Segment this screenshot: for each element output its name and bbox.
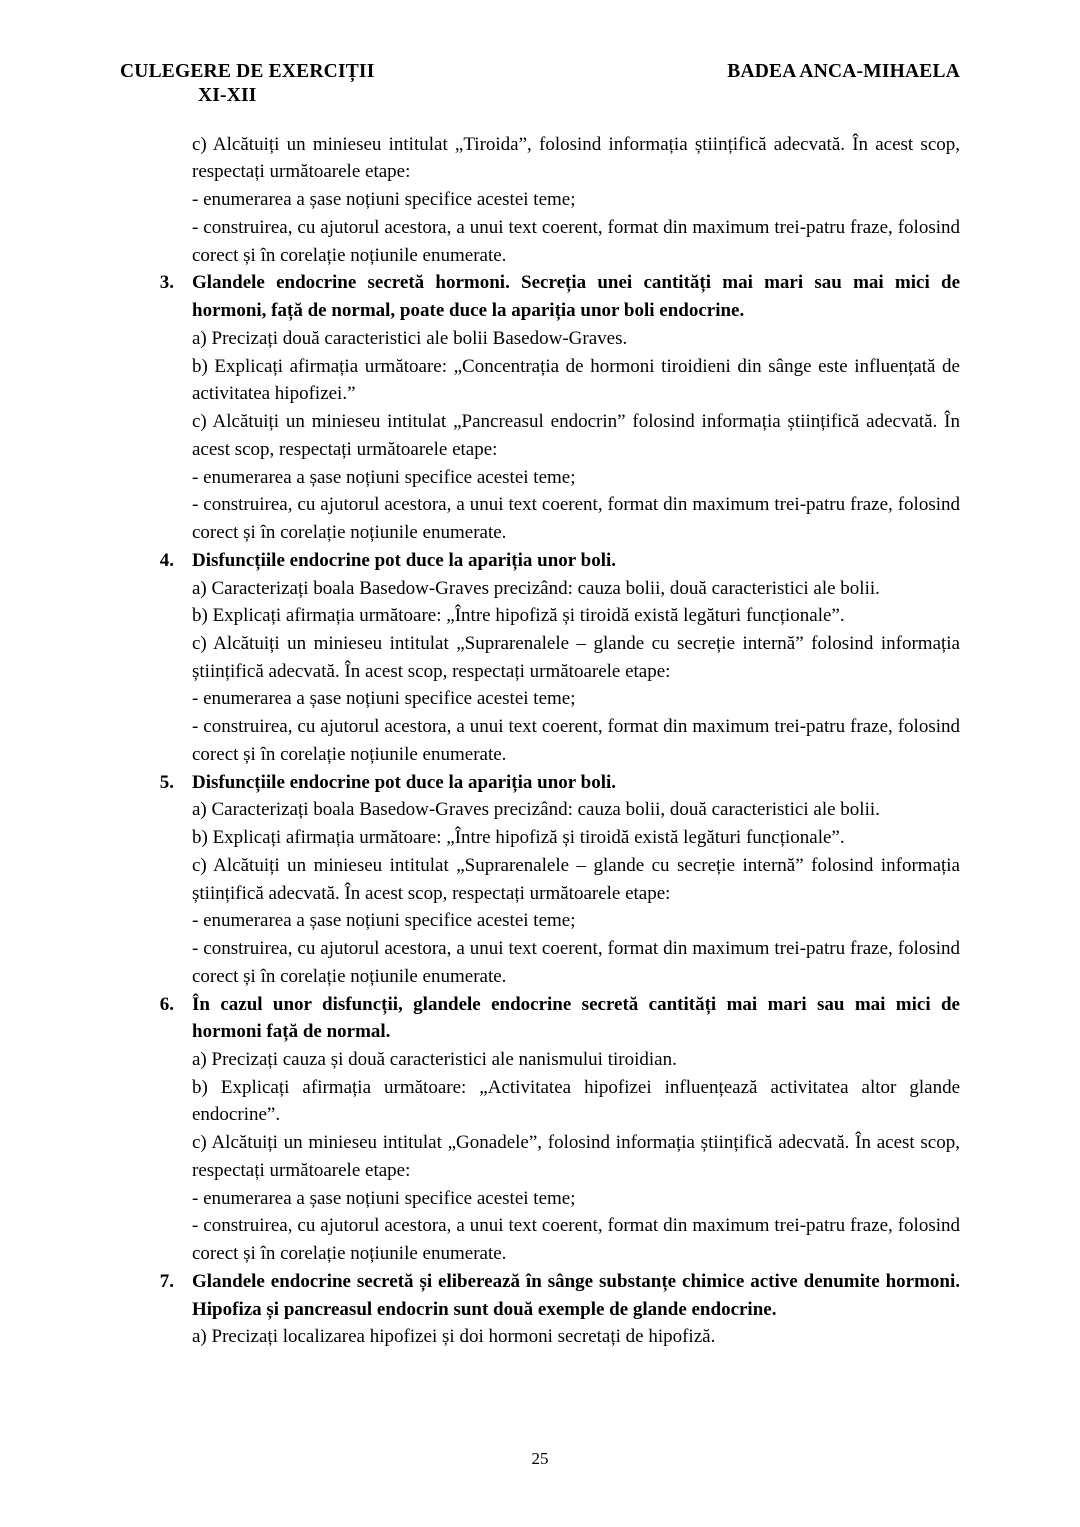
document-body <box>120 131 960 1351</box>
list-item-body <box>192 269 960 546</box>
list-item <box>120 991 960 1268</box>
list-item <box>120 769 960 991</box>
list-item-line: a) Precizați localizarea hipofizei și doi hormoni secretați de hipofiză. <box>192 1326 716 1348</box>
list-item-body <box>192 547 960 769</box>
list-item <box>120 547 960 769</box>
list-item-line: b) Explicați afirmația următoare: „Concentrația de hormoni tiroidieni din sânge este influențată de activitatea hipofizei.” <box>192 355 960 405</box>
list-item-number: 6. <box>159 993 174 1015</box>
header-author: BADEA ANCA-MIHAELA <box>727 61 960 82</box>
list-item-body <box>192 1268 960 1351</box>
list-item-title: Glandele endocrine secretă hormoni. Secreția unei cantități mai mari sau mai mici de hormoni, față de normal, poate duce la apariția unor boli endocrine. <box>192 272 960 322</box>
list-item-line: - construirea, cu ajutorul acestora, a unui text coerent, format din maximum trei-patru fraze, folosind corect și în corelație noțiunile enumerate. <box>192 938 960 987</box>
intro-line: - construirea, cu ajutorul acestora, a unui text coerent, format din maximum trei-patru fraze, folosind corect și în corelație noțiunile enumerate. <box>192 216 960 266</box>
list-item-line: - construirea, cu ajutorul acestora, a unui text coerent, format din maximum trei-patru fraze, folosind corect și în corelație noțiunile enumerate. <box>192 716 960 765</box>
page-number: 25 <box>531 1449 549 1468</box>
list-item <box>120 1268 960 1351</box>
list-item-number: 3. <box>159 272 174 294</box>
list-item-line: - construirea, cu ajutorul acestora, a unui text coerent, format din maximum trei-patru fraze, folosind corect și în corelație noțiunile enumerate. <box>192 494 960 544</box>
list-item-line: c) Alcătuiți un minieseu intitulat „Gonadele”, folosind informația științifică adecvată. În acest scop, respectați următoarele etape: <box>192 1132 960 1181</box>
list-item-number: 4. <box>159 549 174 571</box>
header-title: CULEGERE DE EXERCIȚII <box>120 61 375 82</box>
list-item-title: În cazul unor disfuncții, glandele endocrine secretă cantități mai mari sau mai mici de hormoni față de normal. <box>192 993 960 1043</box>
header-left <box>120 60 375 109</box>
list-item-line: - enumerarea a șase noțiuni specifice acestei teme; <box>192 910 576 932</box>
list-item-line: - enumerarea a șase noțiuni specifice acestei teme; <box>192 1187 576 1209</box>
list-item-line: b) Explicați afirmația următoare: „Între hipofiză și tiroidă există legături funcționale”. <box>192 605 845 627</box>
list-item-line: - enumerarea a șase noțiuni specifice acestei teme; <box>192 688 576 710</box>
list-item-line: c) Alcătuiți un minieseu intitulat „Suprarenalele – glande cu secreție internă” folosind informația științifică adecvată. În acest scop, respectați următoarele etape: <box>192 854 960 904</box>
list-item-body <box>192 991 960 1268</box>
list-item-line: b) Explicați afirmația următoare: „Activitatea hipofizei influențează activitatea altor glande endocrine”. <box>192 1076 960 1126</box>
list-item-line: a) Caracterizați boala Basedow-Graves precizând: cauza bolii, două caracteristici ale bolii. <box>192 799 880 821</box>
list-item-number: 5. <box>159 771 174 793</box>
list-item-line: - enumerarea a șase noțiuni specifice acestei teme; <box>192 466 576 488</box>
intro-line: - enumerarea a șase noțiuni specifice acestei teme; <box>192 189 576 211</box>
list-item-line: b) Explicați afirmația următoare: „Între hipofiză și tiroidă există legături funcționale”. <box>192 827 845 849</box>
list-item-title: Disfuncțiile endocrine pot duce la apariția unor boli. <box>192 549 617 571</box>
list-item-line: a) Precizați cauza și două caracteristici ale nanismului tiroidian. <box>192 1048 677 1070</box>
list-item-line: c) Alcătuiți un minieseu intitulat „Suprarenalele – glande cu secreție internă” folosind informația științifică adecvată. În acest scop, respectați următoarele etape: <box>192 632 960 682</box>
list-item-title: Disfuncțiile endocrine pot duce la apariția unor boli. <box>192 771 617 793</box>
list-item-line: c) Alcătuiți un minieseu intitulat „Pancreasul endocrin” folosind informația științifică adecvată. În acest scop, respectați următoarele etape: <box>192 411 960 460</box>
header-subtitle: XI-XII <box>197 85 257 107</box>
list-item-line: - construirea, cu ajutorul acestora, a unui text coerent, format din maximum trei-patru fraze, folosind corect și în corelație noțiunile enumerate. <box>192 1215 960 1265</box>
list-item-title: Glandele endocrine secretă și eliberează în sânge substanțe chimice active denumite hormoni. Hipofiza și pancreasul endocrin sunt două exemple de glande endocrine. <box>192 1270 960 1320</box>
list-item-number: 7. <box>159 1270 174 1292</box>
list-item-line: a) Caracterizați boala Basedow-Graves precizând: cauza bolii, două caracteristici ale bolii. <box>192 577 880 599</box>
page-header <box>120 60 960 109</box>
list-item-line: a) Precizați două caracteristici ale bolii Basedow-Graves. <box>192 327 628 349</box>
list-item-body <box>192 769 960 991</box>
intro-line: c) Alcătuiți un minieseu intitulat „Tiroida”, folosind informația științifică adecvată. În acest scop, respectați următoarele etape: <box>192 133 960 183</box>
list-item <box>120 269 960 546</box>
